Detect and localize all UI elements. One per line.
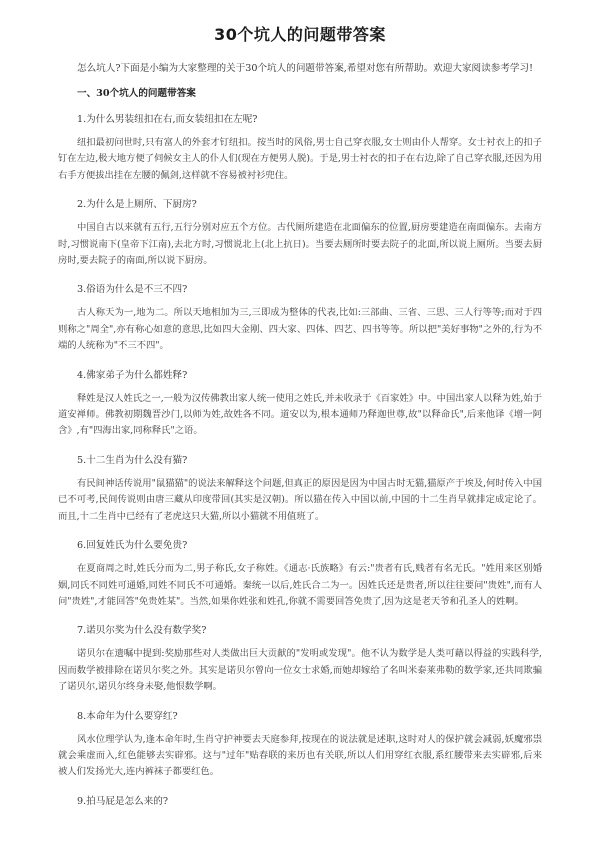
question-text: 1.为什么男装纽扣在右,而女装纽扣在左呢?: [77, 114, 258, 125]
question-text: 5.十二生肖为什么没有猫?: [77, 454, 188, 466]
answer-paragraph: 纽扣最初问世时,只有富人的外套才钉纽扣。按当时的风俗,男士自己穿衣服,女士则由仆人帮穿。女士衬衣上的扣子钉在左边,极大地方便了伺候女主人的仆人们(现在方便男人脱)。于是,男士衬衣的扣子在右边,除了自己穿衣服,还因为用右手方便拔出挂在左腰的佩剑,这样就不容易被衬衫兜住。: [58, 137, 542, 181]
qa-item: [58, 623, 542, 695]
qa-item: [58, 453, 542, 525]
answer-paragraph: 风水位理学认为,逢本命年时,生肖守护神要去天庭参拜,按现在的说法就是述职,这时对人的保护就会减弱,妖魔邪祟就会乘虚而入,红色能够去实辟邪。这与"过年"贴春联的来历也有关联,所以人们用穿红衣服,系红腰带来去实辟邪,后来被人们发扬光大,连内裤袜子都要红色。: [58, 733, 542, 778]
qa-item: [58, 112, 542, 184]
answer-paragraph: 古人称天为一,地为二。所以天地相加为三,三即成为整体的代表,比如:三部曲、三省、三思、三人行等等;而对于四则称之"周全",亦有称心如意的意思,比如四大金刚、四大家、四体、四艺、四书等等。所以把"美好事物"之外的,行为不端的人统称为"不三不四"。: [58, 307, 542, 352]
answer-paragraph: 诺贝尔在遗嘱中提到:奖励那些对人类做出巨大贡献的"发明或发现"。他不认为数学是人类可藉以得益的实践科学,因而数学被排除在诺贝尔奖之外。其实是诺贝尔曾向一位女士求婚,而她却嫁给了名叫米泰莱弗勒的数学家,还共同欺骗了诺贝尔,诺贝尔终身未娶,他恨数学啊。: [58, 648, 542, 693]
qa-item: [58, 538, 542, 610]
question-text: 2.为什么是上厕所、下厨房?: [77, 199, 197, 211]
qa-item: [58, 709, 542, 781]
qa-item: [58, 197, 542, 269]
question-text: 4.佛家弟子为什么都姓释?: [77, 369, 188, 381]
document-title: 30个坑人的问题带答案: [214, 25, 386, 44]
question-text: 9.拍马屁是怎么来的?: [77, 795, 169, 807]
qa-item: [58, 368, 542, 440]
answer-paragraph: 在夏商周之时,姓氏分而为二,男子称氏,女子称姓。《通志·氏族略》有云:"贵者有氏,贱者有名无氏。"姓用来区别婚姻,同氏不同姓可通婚,同姓不同氏不可通婚。秦统一以后,姓氏合二为一。因姓氏还是贵者,所以往往要问"贵姓",而有人问"贵姓",才能回答"免贵姓某"。当然,如果你姓张和姓孔,你就不需要回答免贵了,因为这是老天爷和孔圣人的姓啊。: [58, 563, 542, 607]
section-heading: 一、30个坑人的问题带答案: [77, 88, 196, 99]
question-text: 6.回复姓氏为什么要免贵?: [77, 540, 188, 552]
question-text: 7.诺贝尔奖为什么没有数学奖?: [77, 625, 207, 637]
answer-paragraph: 中国自古以来就有五行,五行分别对应五个方位。古代厕所建造在北面偏东的位置,厨房要建造在南面偏东。去南方时,习惯说南下(皇帝下江南),去北方时,习惯说北上(北上抗日)。当要去厕所时要去院子的北面,所以说上厕所。当要去厨房时,要去院子的南面,所以说下厨房。: [58, 222, 542, 267]
qa-item: [58, 794, 542, 810]
answer-paragraph: 有民间神话传说用"鼠猫猫"的说法来解释这个问题,但真正的原因是因为中国古时无猫,猫原产于埃及,何时传入中国已不可考,民间传说则由唐三藏从印度带回(其实是汉朝)。所以猫在传入中国以前,中国的十二生肖早就排定成定论了。而且,十二生肖中已经有了老虎这只大猫,所以小猫就不用值班了。: [58, 477, 542, 522]
intro-paragraph: 怎么坑人?下面是小编为大家整理的关于30个坑人的问题带答案,希望对您有所帮助。欢迎大家阅读参考学习!: [77, 63, 533, 74]
question-text: 8.本命年为什么要穿红?: [77, 710, 178, 722]
answer-paragraph: 释姓是汉人姓氏之一,一般为汉传佛教出家人统一使用之姓氏,并未收录于《百家姓》中。中国出家人以释为姓,始于道安禅师。佛教初期魏晋沙门,以师为姓,故姓各不同。道安以为,根本通师乃释迦世尊,故"以释命氏",后来他译《增一阿含》,有"四海出家,同称释氏"之语。: [58, 392, 542, 437]
question-text: 3.俗语为什么是不三不四?: [77, 284, 188, 296]
qa-item: [58, 282, 542, 354]
